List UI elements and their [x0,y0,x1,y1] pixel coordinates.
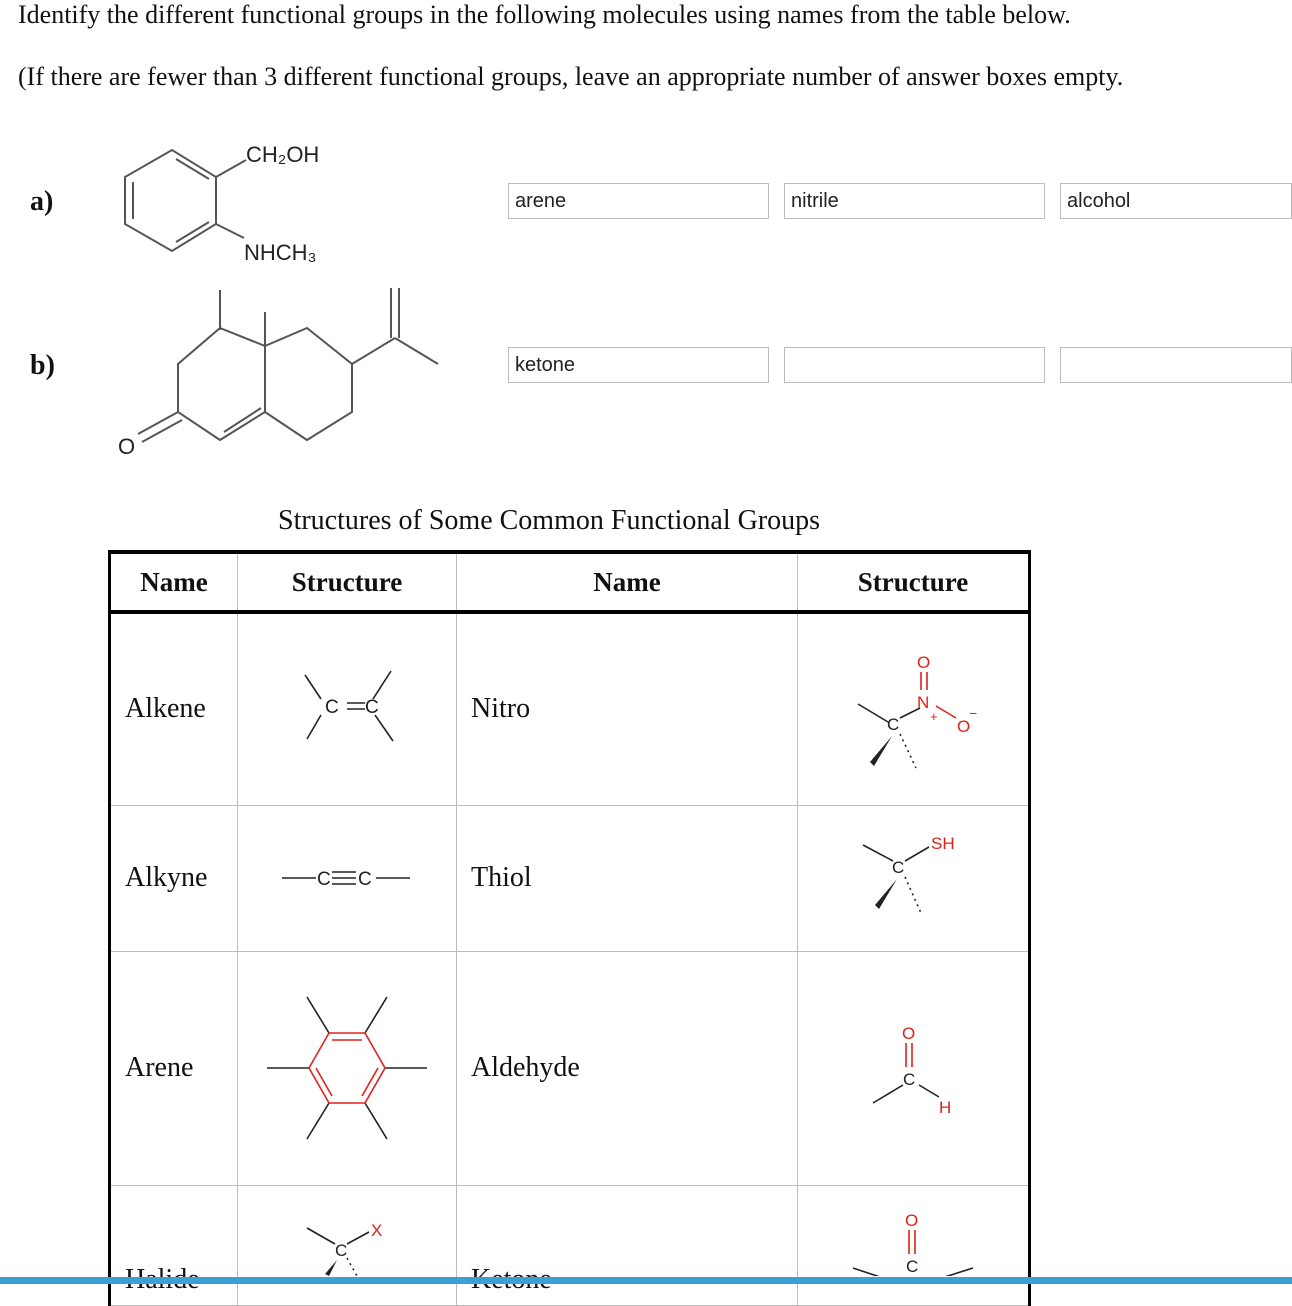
answer-b-1[interactable] [508,347,769,383]
alkene-structure [287,659,407,759]
header-name-1: Name [110,552,238,612]
aldehyde-o-label: O [902,1024,916,1043]
aldehyde-h-label: H [939,1098,952,1117]
answer-b-2[interactable] [784,347,1045,383]
answer-a-1[interactable] [508,183,769,219]
table-row [110,951,1030,1185]
answer-a-3[interactable] [1060,183,1292,219]
molecule-b-structure [110,282,450,462]
table-row [110,1185,1030,1305]
nitro-plus-label: + [930,709,938,725]
group-name-alkene: Alkene [110,612,238,805]
group-name-ketone [457,1185,798,1305]
nitro-o1-label: O [917,653,931,673]
group-name-halide [110,1185,238,1305]
answer-b-3[interactable] [1060,347,1292,383]
thiol-sh-label: SH [931,834,955,853]
alkyne-c2-label: C [358,869,372,890]
ketone-c-label: C [906,1256,919,1276]
halide-c-label: C [335,1240,348,1260]
question-a-label: a) [30,186,54,217]
molecule-a-ch2oh-label: CH₂OH [246,142,320,167]
molecule-a-nhch3-label: NHCH₃ [244,240,317,265]
group-name-nitro: Nitro [457,612,798,805]
nitro-minus-label: − [969,705,978,722]
nitro-o2-label: O [957,717,971,737]
aldehyde-structure [853,1013,973,1123]
header-structure-1: Structure [238,552,457,612]
halide-structure [287,1186,407,1276]
table-caption: Structures of Some Common Functional Groups [278,505,821,536]
arene-structure [247,983,447,1153]
nitro-n-label: N [917,693,930,713]
group-name-alkyne: Alkyne [110,805,238,951]
header-structure-2: Structure [798,552,1030,612]
ketone-structure [833,1186,993,1276]
nitro-c-label: C [887,715,900,735]
table-header-row [110,552,1030,612]
group-name-thiol: Thiol [457,805,798,951]
table-row [110,805,1030,951]
group-name-aldehyde: Aldehyde [457,951,798,1185]
thiol-c-label: C [892,858,905,877]
question-b-label: b) [30,350,55,381]
alkyne-structure [272,858,422,898]
aldehyde-c-label: C [903,1070,916,1089]
molecule-a-structure [110,130,350,280]
group-name-arene: Arene [110,951,238,1185]
alkyne-c1-label: C [317,869,331,890]
halide-x-label: X [371,1220,383,1240]
instructions-line-2: (If there are fewer than 3 different functional groups, leave an appropriate number of answer boxes empty. [18,62,1124,91]
ketone-o-label: O [905,1210,919,1230]
functional-groups-table [108,550,1031,1306]
alkene-c2-label: C [365,697,379,719]
nitro-structure [838,644,988,774]
answer-a-2[interactable] [784,183,1045,219]
molecule-b-oxygen-label: O [118,434,136,459]
alkene-c1-label: C [325,697,339,719]
table-row [110,612,1030,805]
instructions-line-1: Identify the different functional groups in the following molecules using names from the table below. [18,0,1071,29]
header-name-2: Name [457,552,798,612]
bottom-scroll-bar [0,1277,1292,1284]
thiol-structure [843,833,983,923]
